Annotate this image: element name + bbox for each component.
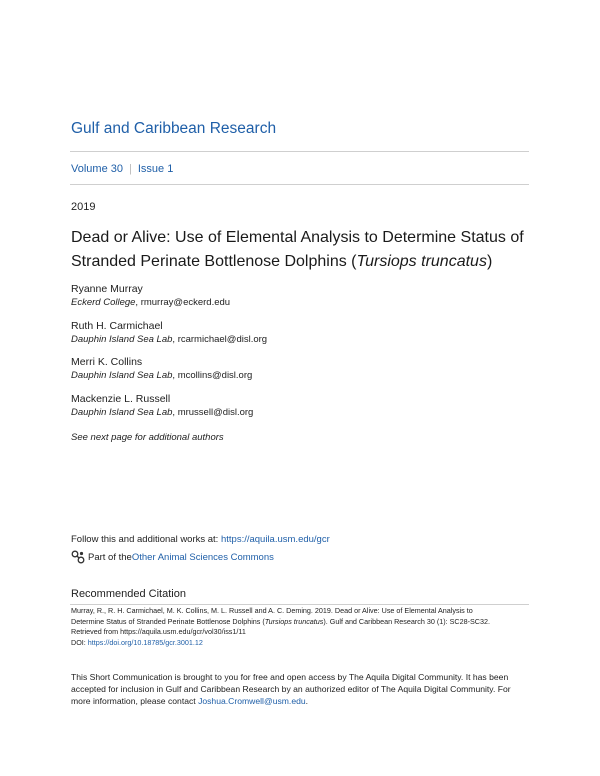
author-email: , mcollins@disl.org xyxy=(172,370,253,381)
commons-network-icon xyxy=(71,550,85,564)
access-blurb xyxy=(71,671,531,707)
divider xyxy=(70,184,529,185)
follow-text: Follow this and additional works at: xyxy=(71,534,221,545)
citation-line xyxy=(71,617,531,628)
citation-line: Murray, R., R. H. Carmichael, M. K. Collins, M. L. Russell and A. C. Deming. 2019. Dead or Alive: Use of Elemental Analysis to xyxy=(71,606,473,615)
see-next-note: See next page for additional authors xyxy=(71,432,224,443)
author-name: Ryanne Murray xyxy=(71,283,143,295)
author-block xyxy=(71,320,267,346)
author-name: Merri K. Collins xyxy=(71,356,143,368)
follow-link[interactable]: https://aquila.usm.edu/gcr xyxy=(220,534,330,545)
part-of-text: Part of the xyxy=(88,551,132,563)
issue-link[interactable]: Issue 1 xyxy=(137,163,174,175)
title-end: ) xyxy=(486,253,493,270)
article-title xyxy=(71,226,541,274)
contact-email-link[interactable]: Joshua.Cromwell@usm.edu xyxy=(198,696,306,706)
commons-link[interactable]: Other Animal Sciences Commons xyxy=(131,551,274,563)
journal-title-link[interactable]: Gulf and Caribbean Research xyxy=(71,120,277,137)
blurb-end: . xyxy=(305,696,309,706)
author-block xyxy=(71,283,230,309)
author-affiliation xyxy=(71,333,267,346)
citation-text: ). Gulf and Caribbean Research 30 (1): SC28-SC32. xyxy=(323,616,490,626)
title-text: Dead or Alive: Use of Elemental Analysis to Determine Status of Stranded Perinate Bottlenose Dolphins ( xyxy=(71,229,524,270)
author-institution: Dauphin Island Sea Lab xyxy=(71,334,173,345)
recommended-citation-heading: Recommended Citation xyxy=(71,588,186,600)
author-institution: Dauphin Island Sea Lab xyxy=(71,407,173,418)
author-email: , rcarmichael@disl.org xyxy=(172,334,268,345)
author-name: Mackenzie L. Russell xyxy=(71,393,171,405)
citation-line: Retrieved from https://aquila.usm.edu/gcr/vol30/iss1/11 xyxy=(71,627,246,636)
follow-line xyxy=(71,534,330,545)
publication-year: 2019 xyxy=(71,201,96,213)
author-affiliation xyxy=(71,406,253,419)
author-block xyxy=(71,393,253,419)
citation-block xyxy=(71,606,531,648)
author-email: , mrussell@disl.org xyxy=(172,407,254,418)
author-affiliation xyxy=(71,296,230,309)
volume-link[interactable]: Volume 30 xyxy=(71,163,123,175)
author-name: Ruth H. Carmichael xyxy=(71,320,163,332)
divider xyxy=(70,151,529,152)
doi-line xyxy=(71,638,531,649)
author-email: , rmurray@eckerd.edu xyxy=(135,297,231,308)
blurb-text: This Short Communication is brought to you for free and open access by The Aquila Digital Community. It has been accepted for inclusion in Gulf and Caribbean Research by an authorized editor of The Aquila Digital Community. For more information, please contact xyxy=(71,672,511,706)
author-block xyxy=(71,356,252,382)
author-institution: Dauphin Island Sea Lab xyxy=(71,370,173,381)
part-of-line xyxy=(71,550,274,564)
separator: | xyxy=(128,163,132,175)
volume-issue xyxy=(71,163,173,175)
title-species: Tursiops truncatus xyxy=(356,253,487,270)
author-institution: Eckerd College xyxy=(71,297,136,308)
doi-link[interactable]: https://doi.org/10.18785/gcr.3001.12 xyxy=(87,637,203,647)
author-affiliation xyxy=(71,369,252,382)
citation-text: Determine Status of Stranded Perinate Bottlenose Dolphins ( xyxy=(71,616,265,626)
divider xyxy=(70,604,529,605)
doi-label: DOI: xyxy=(71,637,88,647)
citation-species: Tursiops truncatus xyxy=(264,616,324,626)
